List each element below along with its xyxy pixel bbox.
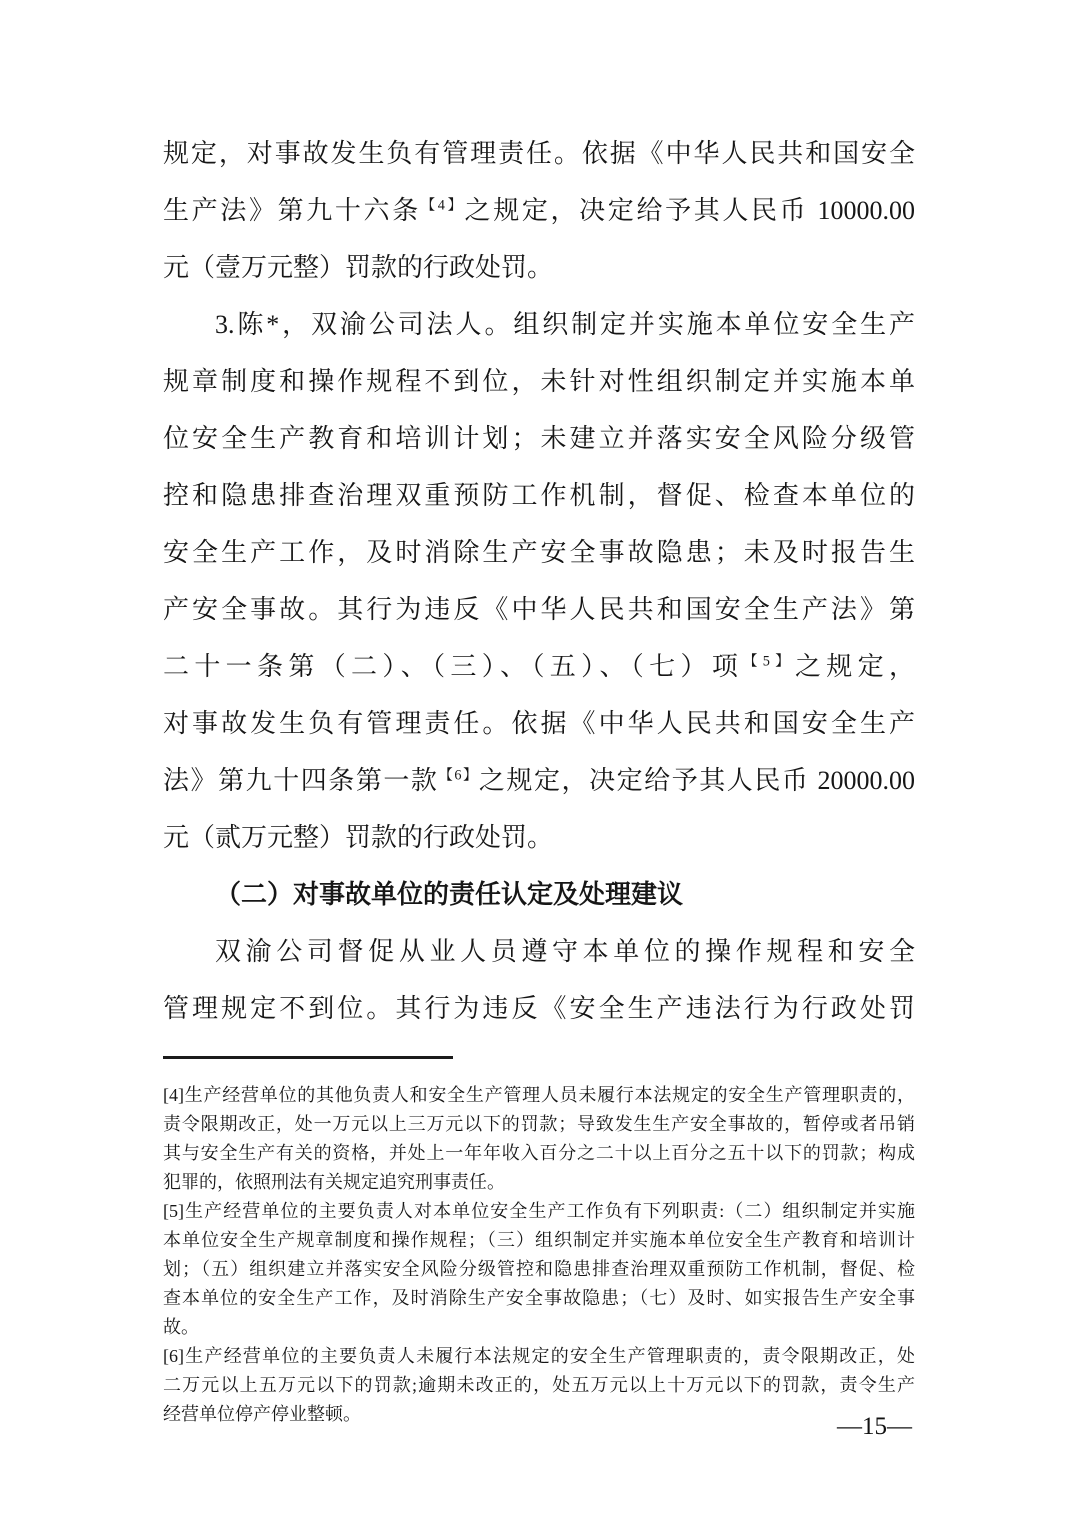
footnote-line: 犯罪的，依照刑法有关规定追究刑事责任。	[163, 1172, 505, 1192]
footnote-line: 本单位安全生产规章制度和操作规程；（三）组织制定并实施本单位安全生产教育和培训计	[163, 1230, 915, 1250]
footnote-ref: 【6】	[438, 767, 479, 784]
footnote-line: 二万元以上五万元以下的罚款;逾期未改正的，处五万元以上十万元以下的罚款，责令生产	[163, 1375, 915, 1395]
body-line: 位安全生产教育和培训计划；未建立并落实安全风险分级管	[163, 424, 915, 453]
footnote-line: 划；（五）组织建立并落实安全风险分级管控和隐患排查治理双重预防工作机制，督促、检	[163, 1259, 915, 1279]
body-line: 生产法》第九十六条$^{【4】}$之规定，决定给予其人民币 10000.00	[163, 196, 915, 225]
body-line: 二十一条第（二）、（三）、（五）、（七）项$^{【5】}$之规定，	[163, 652, 915, 681]
body-line: 控和隐患排查治理双重预防工作机制，督促、检查本单位的	[163, 481, 915, 510]
body-line: （二）对事故单位的责任认定及处理建议	[215, 880, 684, 909]
footnote-line: [4]生产经营单位的其他负责人和安全生产管理人员未履行本法规定的安全生产管理职责的，	[163, 1085, 915, 1105]
body-line: 产安全事故。其行为违反《中华人民共和国安全生产法》第	[163, 595, 915, 624]
footnote-ref: 【5】	[743, 653, 795, 670]
body-line: 对事故发生负有管理责任。依据《中华人民共和国安全生产	[163, 709, 915, 738]
body-line: 元（壹万元整）罚款的行政处罚。	[163, 253, 554, 282]
footnotes-block	[163, 1081, 915, 1429]
footnote-line: 经营单位停产停业整顿。	[163, 1404, 361, 1424]
body-line: 规定，对事故发生负有管理责任。依据《中华人民共和国安全	[163, 139, 915, 168]
body-line: 双渝公司督促从业人员遵守本单位的操作规程和安全	[215, 937, 915, 966]
body-line: 3.陈*，双渝公司法人。组织制定并实施本单位安全生产	[215, 310, 915, 339]
footnote-line: 查本单位的安全生产工作，及时消除生产安全事故隐患；（七）及时、如实报告生产安全事	[163, 1288, 915, 1308]
body-line: 规章制度和操作规程不到位，未针对性组织制定并实施本单	[163, 367, 915, 396]
body-text-block	[163, 125, 915, 1037]
page-number: —15—	[837, 1413, 912, 1440]
footnote-ref: 【4】	[420, 197, 465, 214]
footnote-line: 其与安全生产有关的资格，并处上一年年收入百分之二十以上百分之五十以下的罚款；构成	[163, 1143, 915, 1163]
body-line: 法》第九十四条第一款$^{【6】}$之规定，决定给予其人民币 20000.00	[163, 766, 915, 795]
footnote-separator	[163, 1056, 453, 1059]
body-line: 管理规定不到位。其行为违反《安全生产违法行为行政处罚	[163, 994, 915, 1023]
body-line: 安全生产工作，及时消除生产安全事故隐患；未及时报告生	[163, 538, 915, 567]
footnote-line: [5]生产经营单位的主要负责人对本单位安全生产工作负有下列职责:（二）组织制定并实施	[163, 1201, 915, 1221]
footnote-line: 责令限期改正，处一万元以上三万元以下的罚款；导致发生生产安全事故的，暂停或者吊销	[163, 1114, 915, 1134]
footnote-line: 故。	[163, 1317, 199, 1337]
body-line: 元（贰万元整）罚款的行政处罚。	[163, 823, 554, 852]
footnote-line: [6]生产经营单位的主要负责人未履行本法规定的安全生产管理职责的，责令限期改正，处	[163, 1346, 915, 1366]
